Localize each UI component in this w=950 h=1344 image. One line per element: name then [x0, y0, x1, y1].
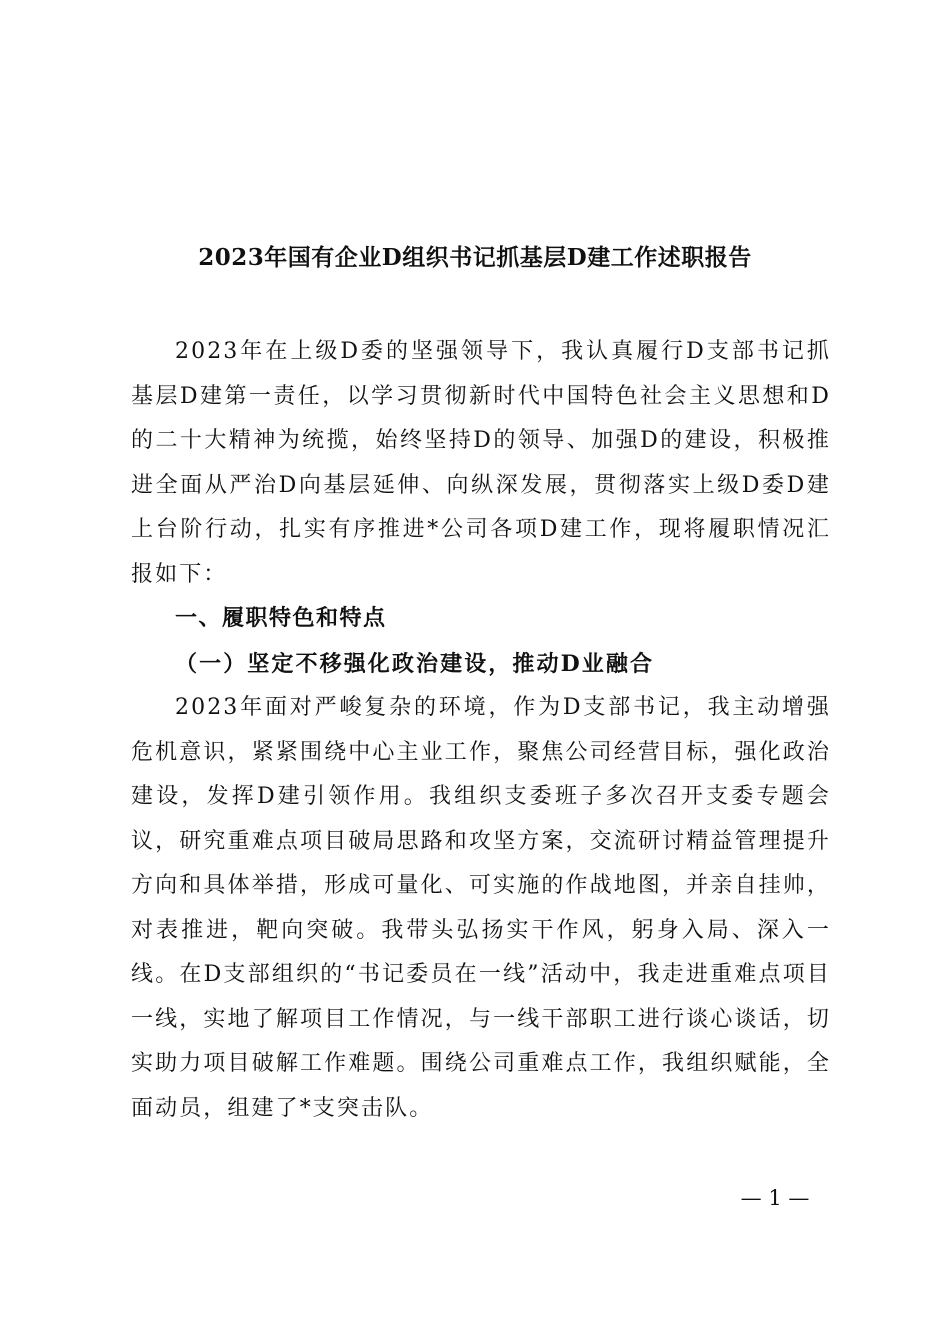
document-body	[131, 330, 831, 1131]
intro-paragraph: 2023年在上级D委的坚强领导下，我认真履行D支部书记抓基层D建第一责任，以学习贯彻新时代中国特色社会主义思想和D的二十大精神为统揽，始终坚持D的领导、加强D的建设，积极推进全面从严治D向基层延伸、向纵深发展，贯彻落实上级D委D建上台阶行动，扎实有序推进*公司各项D建工作，现将履职情况汇报如下：	[131, 339, 831, 587]
document-title: 2023年国有企业D组织书记抓基层D建工作述职报告	[198, 244, 752, 271]
subsection-heading: （一）坚定不移强化政治建设，推动D业融合	[175, 650, 655, 677]
body-paragraph: 2023年面对严峻复杂的环境，作为D支部书记，我主动增强危机意识，紧紧围绕中心主业工作，聚焦公司经营目标，强化政治建设，发挥D建引领作用。我组织支委班子多次召开支委专题会议，研究重难点项目破局思路和攻坚方案，交流研讨精益管理提升方向和具体举措，形成可量化、可实施的作战地图，并亲自挂帅，对表推进，靶向突破。我带头弘扬实干作风，躬身入局、深入一线。在D支部组织的“书记委员在一线”活动中，我走进重难点项目一线，实地了解项目工作情况，与一线干部职工进行谈心谈话，切实助力项目破解工作难题。围绕公司重难点工作，我组织赋能，全面动员，组建了*支突击队。	[131, 695, 831, 1121]
page-number: — 1 —	[740, 1186, 810, 1210]
section-heading: 一、履职特色和特点	[175, 606, 387, 631]
